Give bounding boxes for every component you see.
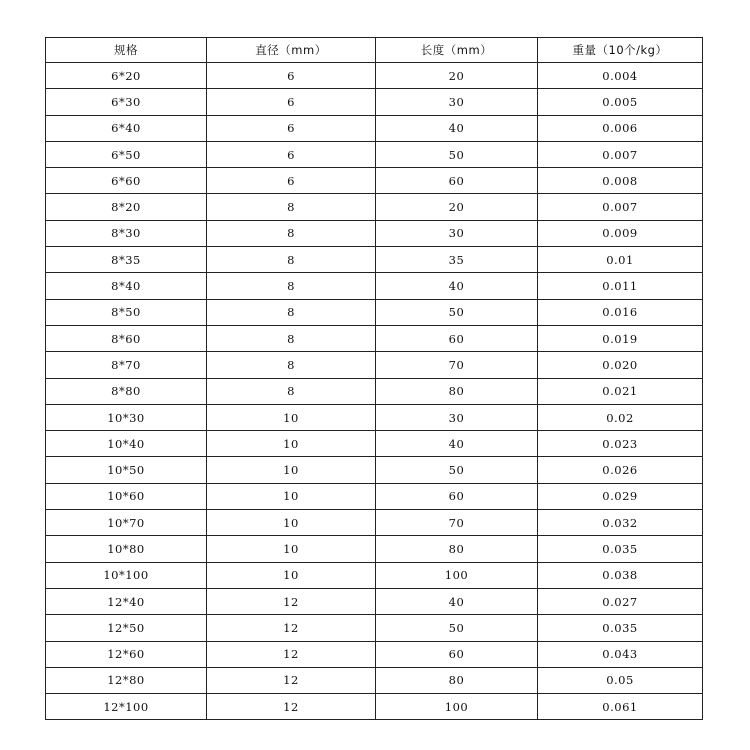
table-row [46,483,703,509]
table-row [46,510,703,536]
table-row [46,667,703,693]
table-row [46,457,703,483]
cell-weight: 0.009 [538,220,703,246]
cell-diameter: 8 [207,220,376,246]
cell-spec: 6*50 [46,141,207,167]
cell-diameter: 10 [207,510,376,536]
cell-spec: 6*40 [46,115,207,141]
cell-length: 80 [376,378,538,404]
cell-spec: 8*35 [46,247,207,273]
cell-spec: 8*30 [46,220,207,246]
cell-diameter: 8 [207,299,376,325]
table-row [46,325,703,351]
cell-spec: 10*30 [46,404,207,430]
cell-weight: 0.035 [538,615,703,641]
cell-spec: 12*40 [46,588,207,614]
cell-length: 30 [376,89,538,115]
cell-spec: 10*100 [46,562,207,588]
cell-spec: 6*60 [46,168,207,194]
table-row [46,141,703,167]
cell-spec: 12*50 [46,615,207,641]
cell-length: 80 [376,536,538,562]
table-row [46,63,703,89]
cell-weight: 0.026 [538,457,703,483]
cell-spec: 8*70 [46,352,207,378]
cell-weight: 0.016 [538,299,703,325]
table-row [46,89,703,115]
table-row [46,431,703,457]
cell-weight: 0.029 [538,483,703,509]
cell-diameter: 6 [207,63,376,89]
table-body [46,63,703,720]
cell-spec: 10*70 [46,510,207,536]
cell-weight: 0.05 [538,667,703,693]
cell-weight: 0.019 [538,325,703,351]
cell-diameter: 8 [207,378,376,404]
header-row [46,38,703,63]
cell-weight: 0.02 [538,404,703,430]
spec-table [45,37,703,720]
table-row [46,694,703,720]
cell-diameter: 10 [207,536,376,562]
cell-diameter: 12 [207,615,376,641]
cell-diameter: 6 [207,141,376,167]
table-row [46,220,703,246]
cell-length: 40 [376,588,538,614]
cell-spec: 8*40 [46,273,207,299]
cell-length: 60 [376,483,538,509]
cell-weight: 0.007 [538,141,703,167]
cell-length: 60 [376,168,538,194]
cell-spec: 12*100 [46,694,207,720]
cell-diameter: 10 [207,562,376,588]
cell-spec: 6*20 [46,63,207,89]
table-row [46,641,703,667]
cell-weight: 0.005 [538,89,703,115]
header-spec: 规格 [46,38,207,63]
cell-spec: 12*80 [46,667,207,693]
cell-diameter: 8 [207,325,376,351]
cell-length: 50 [376,299,538,325]
cell-length: 50 [376,615,538,641]
table-row [46,115,703,141]
cell-weight: 0.020 [538,352,703,378]
cell-weight: 0.01 [538,247,703,273]
cell-spec: 8*50 [46,299,207,325]
table-row [46,299,703,325]
cell-length: 60 [376,641,538,667]
cell-length: 40 [376,273,538,299]
table-row [46,168,703,194]
cell-spec: 10*40 [46,431,207,457]
cell-length: 50 [376,457,538,483]
table-row [46,247,703,273]
cell-weight: 0.043 [538,641,703,667]
header-weight: 重量（10个/kg） [538,38,703,63]
cell-length: 40 [376,431,538,457]
cell-spec: 6*30 [46,89,207,115]
cell-spec: 8*80 [46,378,207,404]
cell-length: 35 [376,247,538,273]
table-row [46,615,703,641]
table-header [46,38,703,63]
cell-diameter: 8 [207,194,376,220]
table-row [46,273,703,299]
cell-diameter: 8 [207,247,376,273]
cell-length: 100 [376,562,538,588]
cell-diameter: 12 [207,667,376,693]
cell-length: 40 [376,115,538,141]
cell-weight: 0.007 [538,194,703,220]
table-row [46,536,703,562]
cell-length: 20 [376,63,538,89]
cell-length: 60 [376,325,538,351]
cell-weight: 0.061 [538,694,703,720]
table-row [46,352,703,378]
table-row [46,378,703,404]
cell-weight: 0.023 [538,431,703,457]
cell-length: 20 [376,194,538,220]
cell-diameter: 10 [207,457,376,483]
cell-diameter: 10 [207,431,376,457]
header-diameter: 直径（mm） [207,38,376,63]
table-row [46,588,703,614]
cell-diameter: 12 [207,588,376,614]
cell-spec: 10*80 [46,536,207,562]
cell-weight: 0.021 [538,378,703,404]
cell-spec: 8*60 [46,325,207,351]
table-row [46,404,703,430]
cell-weight: 0.011 [538,273,703,299]
cell-diameter: 12 [207,641,376,667]
cell-spec: 12*60 [46,641,207,667]
cell-weight: 0.035 [538,536,703,562]
cell-weight: 0.038 [538,562,703,588]
cell-diameter: 10 [207,483,376,509]
cell-weight: 0.006 [538,115,703,141]
cell-spec: 10*50 [46,457,207,483]
cell-length: 80 [376,667,538,693]
cell-length: 30 [376,404,538,430]
header-length: 长度（mm） [376,38,538,63]
cell-diameter: 6 [207,89,376,115]
cell-diameter: 6 [207,115,376,141]
cell-length: 70 [376,510,538,536]
cell-weight: 0.032 [538,510,703,536]
table-row [46,562,703,588]
cell-diameter: 10 [207,404,376,430]
cell-length: 30 [376,220,538,246]
cell-length: 70 [376,352,538,378]
table-row [46,194,703,220]
cell-weight: 0.027 [538,588,703,614]
cell-length: 100 [376,694,538,720]
cell-weight: 0.004 [538,63,703,89]
cell-spec: 10*60 [46,483,207,509]
cell-diameter: 6 [207,168,376,194]
cell-diameter: 8 [207,273,376,299]
cell-length: 50 [376,141,538,167]
cell-weight: 0.008 [538,168,703,194]
cell-diameter: 8 [207,352,376,378]
cell-diameter: 12 [207,694,376,720]
cell-spec: 8*20 [46,194,207,220]
